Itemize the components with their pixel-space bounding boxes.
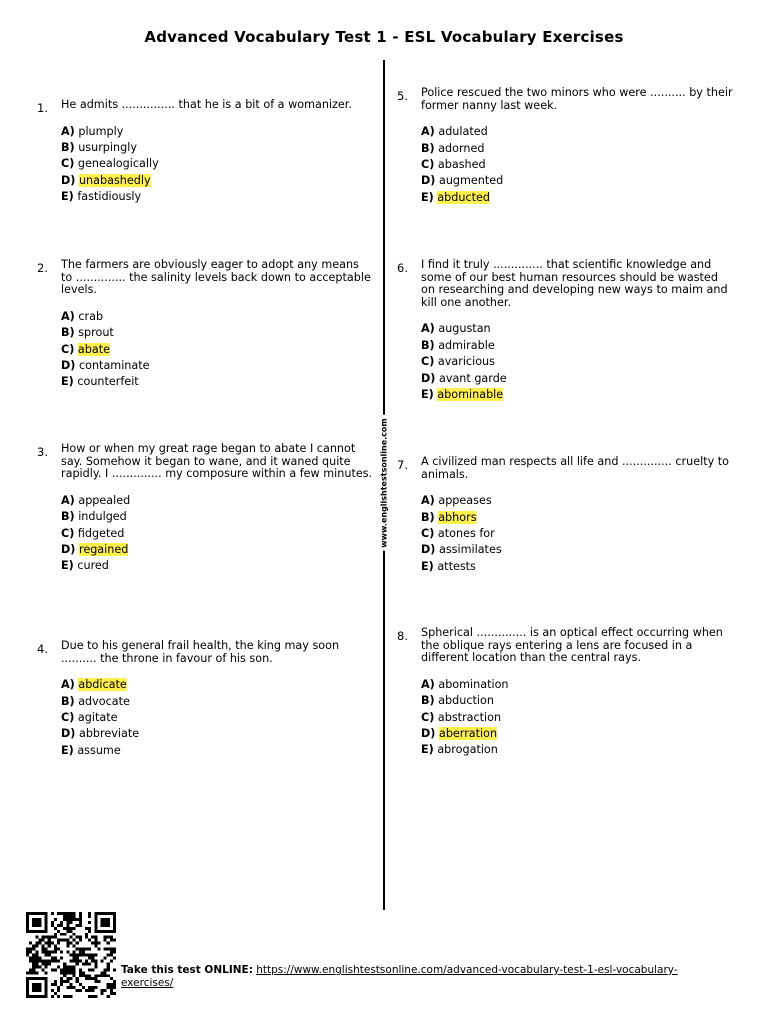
option-text: abbreviate: [78, 727, 140, 741]
question-number: 1.: [37, 101, 48, 115]
option-text: fidgeted: [77, 526, 125, 540]
option-text: adorned: [438, 141, 485, 155]
question-text: Police rescued the two minors who were .......... by their former nanny last week.: [421, 86, 733, 112]
option-letter: A): [61, 124, 75, 138]
answer-options: [61, 309, 373, 391]
question-2: [37, 258, 373, 391]
question-number: 8.: [397, 629, 408, 643]
option-letter: D): [421, 174, 436, 188]
option-text: atones for: [437, 526, 495, 540]
answer-options: [421, 677, 733, 759]
answer-option: [61, 526, 373, 542]
answer-option: [421, 354, 733, 370]
option-text: appealed: [78, 493, 131, 507]
option-letter: C): [421, 526, 435, 540]
option-text: assimilates: [438, 543, 502, 557]
question-text: A civilized man respects all life and .............. cruelty to animals.: [421, 455, 729, 481]
footer-online-link: [121, 964, 681, 989]
footer-label: Take this test ONLINE:: [121, 964, 253, 976]
answer-option: [421, 559, 733, 575]
answer-option: [421, 542, 733, 558]
question-text: Due to his general frail health, the king may soon .......... the throne in favour of his son.: [61, 639, 340, 665]
option-text: agitate: [77, 710, 118, 724]
option-text-highlighted: abducted: [437, 190, 490, 204]
answer-option: [61, 542, 373, 558]
answer-option: [61, 726, 373, 742]
option-letter: E): [61, 559, 74, 573]
option-text: attests: [437, 559, 476, 573]
answer-option: [421, 321, 733, 337]
option-letter: B): [421, 338, 435, 352]
option-letter: E): [421, 387, 434, 401]
answer-option: [421, 371, 733, 387]
answer-option: [61, 374, 373, 390]
option-letter: B): [61, 326, 75, 340]
option-letter: D): [421, 543, 436, 557]
option-text-highlighted: regained: [78, 542, 129, 556]
option-text: crab: [78, 309, 104, 323]
option-text: counterfeit: [77, 375, 139, 389]
qr-code-image: [26, 912, 116, 998]
answer-option: [421, 157, 733, 173]
answer-option: [61, 309, 373, 325]
answer-option: [61, 140, 373, 156]
answer-options: [421, 493, 733, 575]
option-letter: B): [421, 510, 435, 524]
answer-option: [421, 173, 733, 189]
question-number: 5.: [397, 89, 408, 103]
answer-option: [421, 710, 733, 726]
answer-option: [421, 493, 733, 509]
question-7: [397, 455, 733, 575]
option-letter: E): [61, 743, 74, 757]
option-letter: B): [421, 694, 435, 708]
answer-option: [421, 387, 733, 403]
question-1: [37, 98, 373, 206]
answer-option: [61, 358, 373, 374]
option-text: cured: [77, 559, 109, 573]
option-letter: C): [61, 157, 75, 171]
option-text: augmented: [438, 174, 504, 188]
option-text: augustan: [438, 322, 491, 336]
answer-option: [421, 677, 733, 693]
option-text: admirable: [438, 338, 495, 352]
option-letter: A): [421, 494, 435, 508]
option-text-highlighted: abdicate: [78, 678, 127, 692]
option-letter: B): [421, 141, 435, 155]
option-letter: D): [421, 726, 436, 740]
option-text: indulged: [78, 510, 127, 524]
option-letter: C): [61, 526, 75, 540]
option-letter: C): [421, 157, 435, 171]
option-letter: D): [61, 542, 76, 556]
option-text-highlighted: abhors: [438, 510, 477, 524]
answer-option: [61, 694, 373, 710]
option-letter: A): [61, 309, 75, 323]
option-letter: D): [61, 727, 76, 741]
option-text-highlighted: unabashedly: [78, 173, 151, 187]
answer-option: [61, 677, 373, 693]
option-text: genealogically: [77, 157, 159, 171]
answer-option: [421, 338, 733, 354]
option-text: abduction: [438, 694, 494, 708]
answer-options: [61, 124, 373, 206]
answer-option: [61, 156, 373, 172]
answer-option: [61, 493, 373, 509]
option-letter: E): [61, 190, 74, 204]
option-text: abstraction: [437, 710, 502, 724]
answer-options: [421, 321, 733, 403]
test-online-link[interactable]: https://www.englishtestsonline.com/advanced-vocabulary-test-1-esl-vocabulary-exercises/: [121, 964, 678, 989]
option-text: plumply: [78, 124, 124, 138]
answer-option: [421, 693, 733, 709]
answer-option: [61, 710, 373, 726]
option-letter: D): [61, 173, 76, 187]
option-text: sprout: [78, 326, 114, 340]
option-letter: D): [421, 371, 436, 385]
option-text: adulated: [438, 125, 488, 139]
answer-option: [421, 726, 733, 742]
option-letter: A): [421, 125, 435, 139]
question-text: How or when my great rage began to abate I cannot say. Somehow it began to wane, and it waned quite rapidly. I .............. my composure within a few minutes.: [61, 442, 373, 481]
question-3: [37, 442, 373, 575]
question-text: I find it truly .............. that scientific knowledge and some of our best human resources should be wasted on researching and developing new ways to maim and kill one another.: [421, 258, 728, 309]
option-text: avaricious: [437, 355, 495, 369]
option-text-highlighted: abate: [77, 342, 110, 356]
site-url-text: www.englishtestsonline.com: [379, 415, 390, 551]
option-letter: B): [61, 140, 75, 154]
question-5: [397, 86, 733, 206]
answer-option: [421, 510, 733, 526]
question-number: 4.: [37, 642, 48, 656]
question-8: [397, 626, 733, 759]
answer-option: [61, 342, 373, 358]
answer-option: [61, 325, 373, 341]
option-letter: E): [61, 375, 74, 389]
answer-option: [61, 124, 373, 140]
answer-option: [61, 558, 373, 574]
option-letter: A): [421, 322, 435, 336]
option-letter: B): [61, 694, 75, 708]
answer-option: [421, 742, 733, 758]
page-title: Advanced Vocabulary Test 1 - ESL Vocabulary Exercises: [144, 28, 624, 46]
answer-option: [421, 190, 733, 206]
option-text: abrogation: [437, 743, 498, 757]
option-text: avant garde: [438, 371, 507, 385]
option-text: appeases: [438, 494, 492, 508]
answer-options: [61, 677, 373, 759]
option-letter: A): [61, 493, 75, 507]
answer-options: [61, 493, 373, 575]
answer-option: [61, 173, 373, 189]
question-6: [397, 258, 733, 403]
answer-option: [61, 509, 373, 525]
answer-option: [421, 124, 733, 140]
question-number: 6.: [397, 261, 408, 275]
question-text: The farmers are obviously eager to adopt any means to .............. the salinity levels back down to acceptable levels.: [61, 258, 371, 297]
option-text: abomination: [438, 677, 509, 691]
option-text: advocate: [78, 694, 130, 708]
option-text: contaminate: [78, 358, 150, 372]
question-4: [37, 639, 373, 759]
answer-option: [421, 526, 733, 542]
answer-options: [421, 124, 733, 206]
question-text: He admits ............... that he is a bit of a womanizer.: [61, 98, 352, 111]
option-letter: A): [421, 677, 435, 691]
option-text: abashed: [437, 157, 486, 171]
option-letter: C): [61, 342, 75, 356]
question-text: Spherical .............. is an optical effect occurring when the oblique rays entering a lens are focused in a different location than the central rays.: [421, 626, 723, 665]
option-text: fastidiously: [77, 190, 142, 204]
question-number: 2.: [37, 261, 48, 275]
qr-code[interactable]: [26, 912, 116, 998]
option-text: assume: [77, 743, 121, 757]
question-number: 7.: [397, 458, 408, 472]
option-text-highlighted: aberration: [438, 726, 498, 740]
answer-option: [61, 189, 373, 205]
answer-option: [421, 141, 733, 157]
option-letter: A): [61, 678, 75, 692]
option-text-highlighted: abominable: [437, 387, 504, 401]
option-letter: B): [61, 510, 75, 524]
option-letter: E): [421, 190, 434, 204]
option-letter: E): [421, 743, 434, 757]
option-letter: C): [421, 355, 435, 369]
option-letter: D): [61, 358, 76, 372]
question-number: 3.: [37, 445, 48, 459]
option-letter: C): [421, 710, 435, 724]
answer-option: [61, 743, 373, 759]
option-text: usurpingly: [78, 140, 137, 154]
option-letter: C): [61, 710, 75, 724]
option-letter: E): [421, 559, 434, 573]
